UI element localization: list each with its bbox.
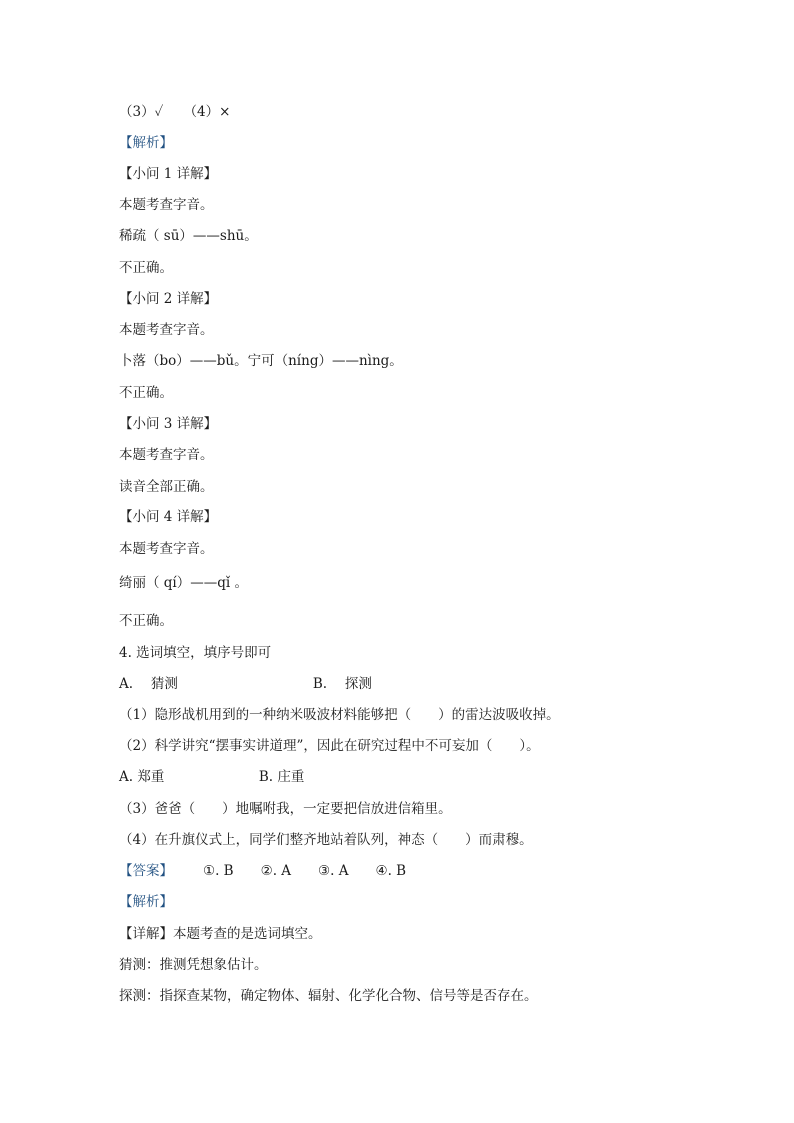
definition-line: 探测：指探查某物，确定物体、辐射、化学化合物、信号等是否存在。 <box>119 988 538 1004</box>
answer-line-3-4: （3）✓ （4）× <box>119 104 231 120</box>
subquestion-3-heading: 【小问 3 详解】 <box>119 416 218 432</box>
text-line: 本题考查字音。 <box>119 541 214 557</box>
detail-line: 【详解】本题考查的是选词填空。 <box>119 926 322 942</box>
text-line: 本题考查字音。 <box>119 447 214 463</box>
answer-values: ①. B ②. A ③. A ④. B <box>203 863 407 879</box>
text-line: 稀疏（ sū）——shū。 <box>119 228 258 244</box>
text-line: 绮丽（ qí）——qǐ 。 <box>119 575 249 591</box>
answer-heading: 【答案】 <box>119 863 173 879</box>
question-item: （1）隐形战机用到的一种纳米吸波材料能够把（ ）的雷达波吸收掉。 <box>119 707 560 723</box>
question-4-title: 4. 选词填空，填序号即可 <box>119 645 272 661</box>
text-line: 读音全部正确。 <box>119 479 214 495</box>
text-line: 不正确。 <box>119 613 173 629</box>
question-item: （4）在升旗仪式上，同学们整齐地站着队列，神态（ ）而肃穆。 <box>119 832 533 848</box>
text-line: 不正确。 <box>119 385 173 401</box>
subquestion-4-heading: 【小问 4 详解】 <box>119 509 218 525</box>
definition-line: 猜测：推测凭想象估计。 <box>119 957 268 973</box>
text-line: 卜落（bo）——bǔ。宁可（níng）——nìng。 <box>119 353 403 369</box>
text-line: 本题考查字音。 <box>119 322 214 338</box>
subquestion-2-heading: 【小问 2 详解】 <box>119 291 218 307</box>
subquestion-1-heading: 【小问 1 详解】 <box>119 166 218 182</box>
text-line: 本题考查字音。 <box>119 197 214 213</box>
analysis-heading: 【解析】 <box>119 135 173 151</box>
question-item: （3）爸爸（ ）地嘱咐我，一定要把信放进信箱里。 <box>119 801 452 817</box>
analysis-heading: 【解析】 <box>119 894 173 910</box>
options-line-2: A. 郑重 B. 庄重 <box>119 769 305 785</box>
options-line-1: A. 猜测 B. 探测 <box>119 676 372 692</box>
question-item: （2）科学讲究“摆事实讲道理”，因此在研究过程中不可妄加（ ）。 <box>119 738 540 754</box>
text-line: 不正确。 <box>119 260 173 276</box>
